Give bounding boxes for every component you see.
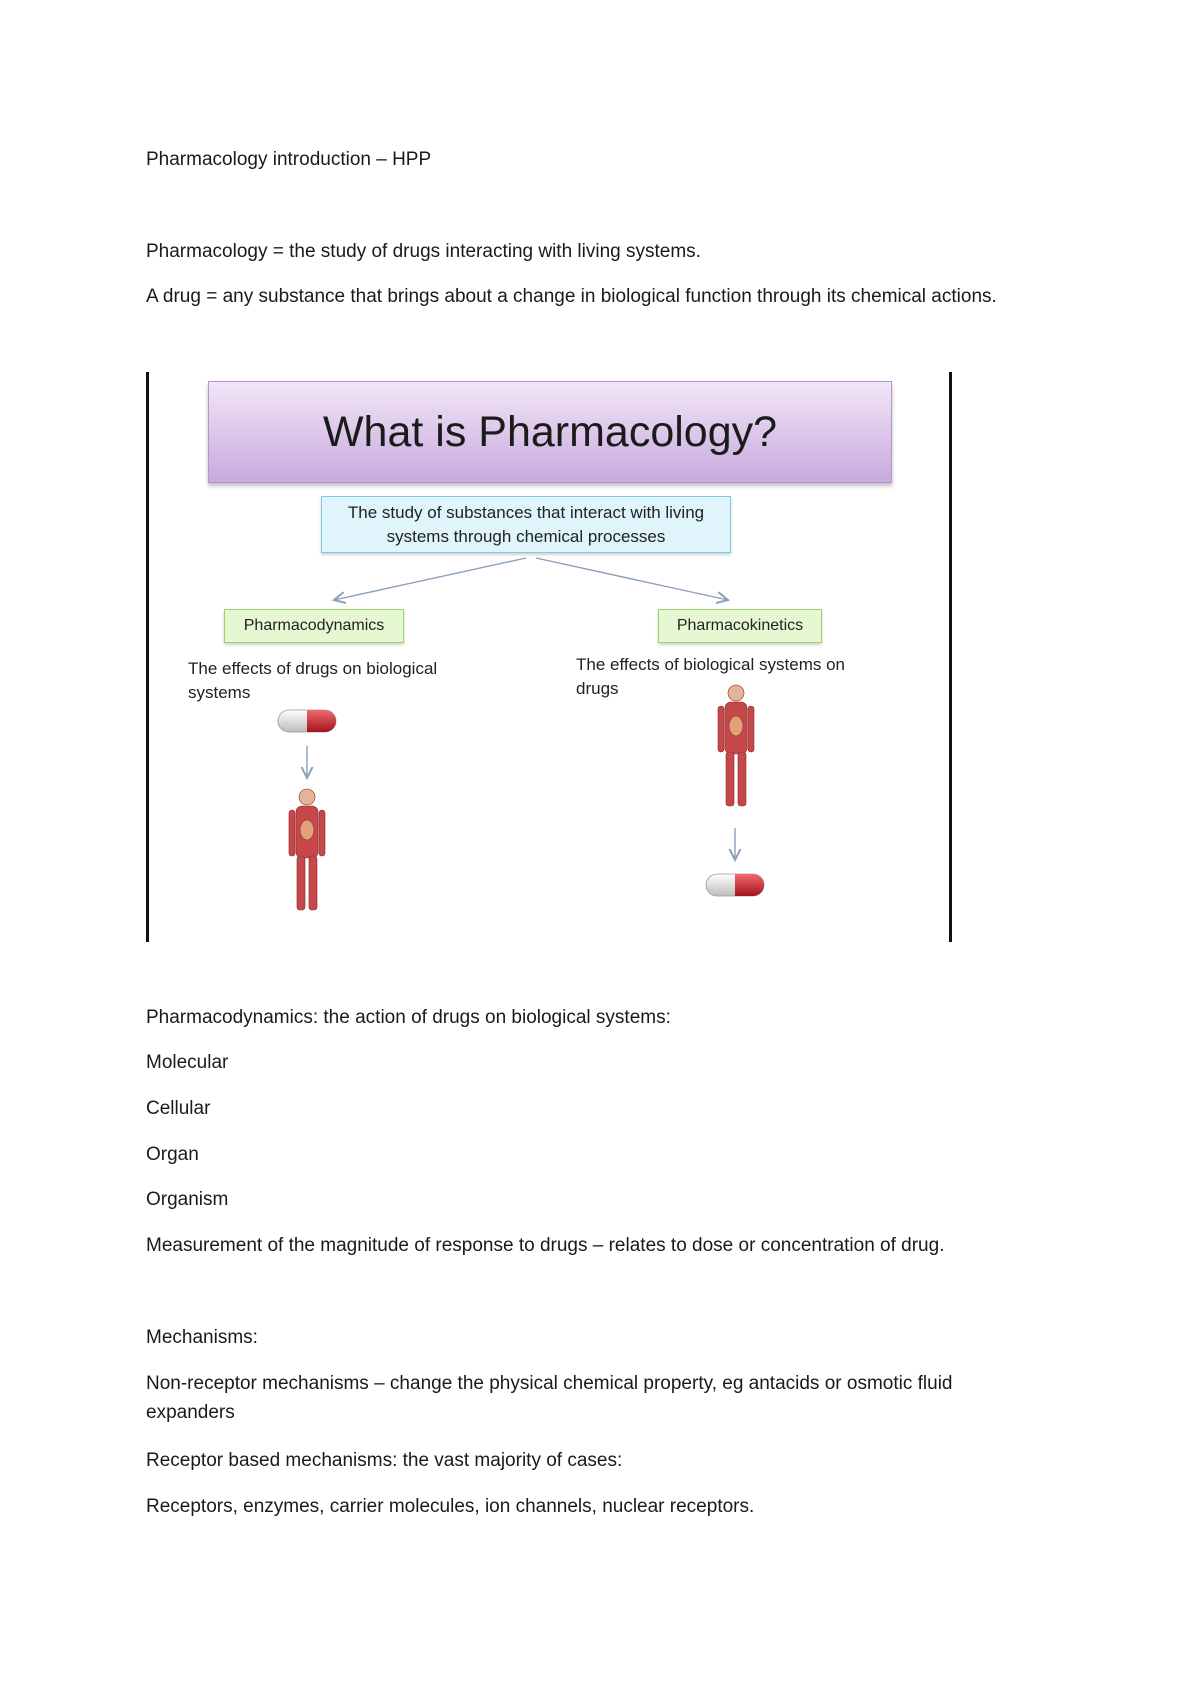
pharmacodynamics-description bbox=[188, 657, 437, 705]
drug-definition: A drug = any substance that brings about a change in biological function through its chemical actions. bbox=[146, 286, 997, 307]
pharmacokinetics-desc-line-1: The effects of biological systems on bbox=[576, 655, 845, 674]
pharmacology-figure bbox=[146, 372, 952, 942]
pharmacodynamics-desc-line-2: systems bbox=[188, 683, 251, 702]
level-cellular: Cellular bbox=[146, 1098, 211, 1119]
receptor-based-mechanisms: Receptor based mechanisms: the vast majority of cases: bbox=[146, 1450, 623, 1471]
figure-title-box bbox=[208, 381, 892, 483]
figure-title: What is Pharmacology? bbox=[322, 408, 778, 456]
pharmacodynamics-intro: Pharmacodynamics: the action of drugs on biological systems: bbox=[146, 1007, 671, 1028]
figure-definition-line-1: The study of substances that interact with living bbox=[347, 503, 705, 522]
pill-icon bbox=[278, 710, 336, 732]
non-receptor-mechanisms: Non-receptor mechanisms – change the physical chemical property, eg antacids or osmotic fluid expanders bbox=[146, 1373, 953, 1423]
level-organism: Organism bbox=[146, 1189, 229, 1210]
level-molecular: Molecular bbox=[146, 1052, 229, 1073]
pharmacology-definition: Pharmacology = the study of drugs interacting with living systems. bbox=[146, 241, 701, 262]
figure-definition-line-2: systems through chemical processes bbox=[386, 527, 666, 546]
pharmacokinetics-label: Pharmacokinetics bbox=[658, 609, 822, 643]
human-body-icon bbox=[718, 685, 754, 806]
pharmacodynamics-label: Pharmacodynamics bbox=[224, 609, 404, 643]
document-heading: Pharmacology introduction – HPP bbox=[146, 149, 432, 170]
pharmacodynamics-desc-line-1: The effects of drugs on biological bbox=[188, 659, 438, 678]
level-organ: Organ bbox=[146, 1144, 199, 1165]
arrow-to-pharmacodynamics bbox=[334, 558, 526, 600]
receptor-targets: Receptors, enzymes, carrier molecules, ion channels, nuclear receptors. bbox=[146, 1496, 755, 1517]
arrow-to-pharmacokinetics bbox=[536, 558, 728, 600]
measurement-text: Measurement of the magnitude of response to drugs – relates to dose or concentration of drug. bbox=[146, 1235, 945, 1256]
mechanisms-heading: Mechanisms: bbox=[146, 1327, 258, 1348]
pharmacokinetics-description bbox=[576, 653, 845, 701]
human-body-icon bbox=[289, 789, 325, 910]
figure-definition-box bbox=[321, 496, 731, 553]
pill-icon bbox=[706, 874, 764, 896]
pharmacokinetics-desc-line-2: drugs bbox=[576, 679, 619, 698]
